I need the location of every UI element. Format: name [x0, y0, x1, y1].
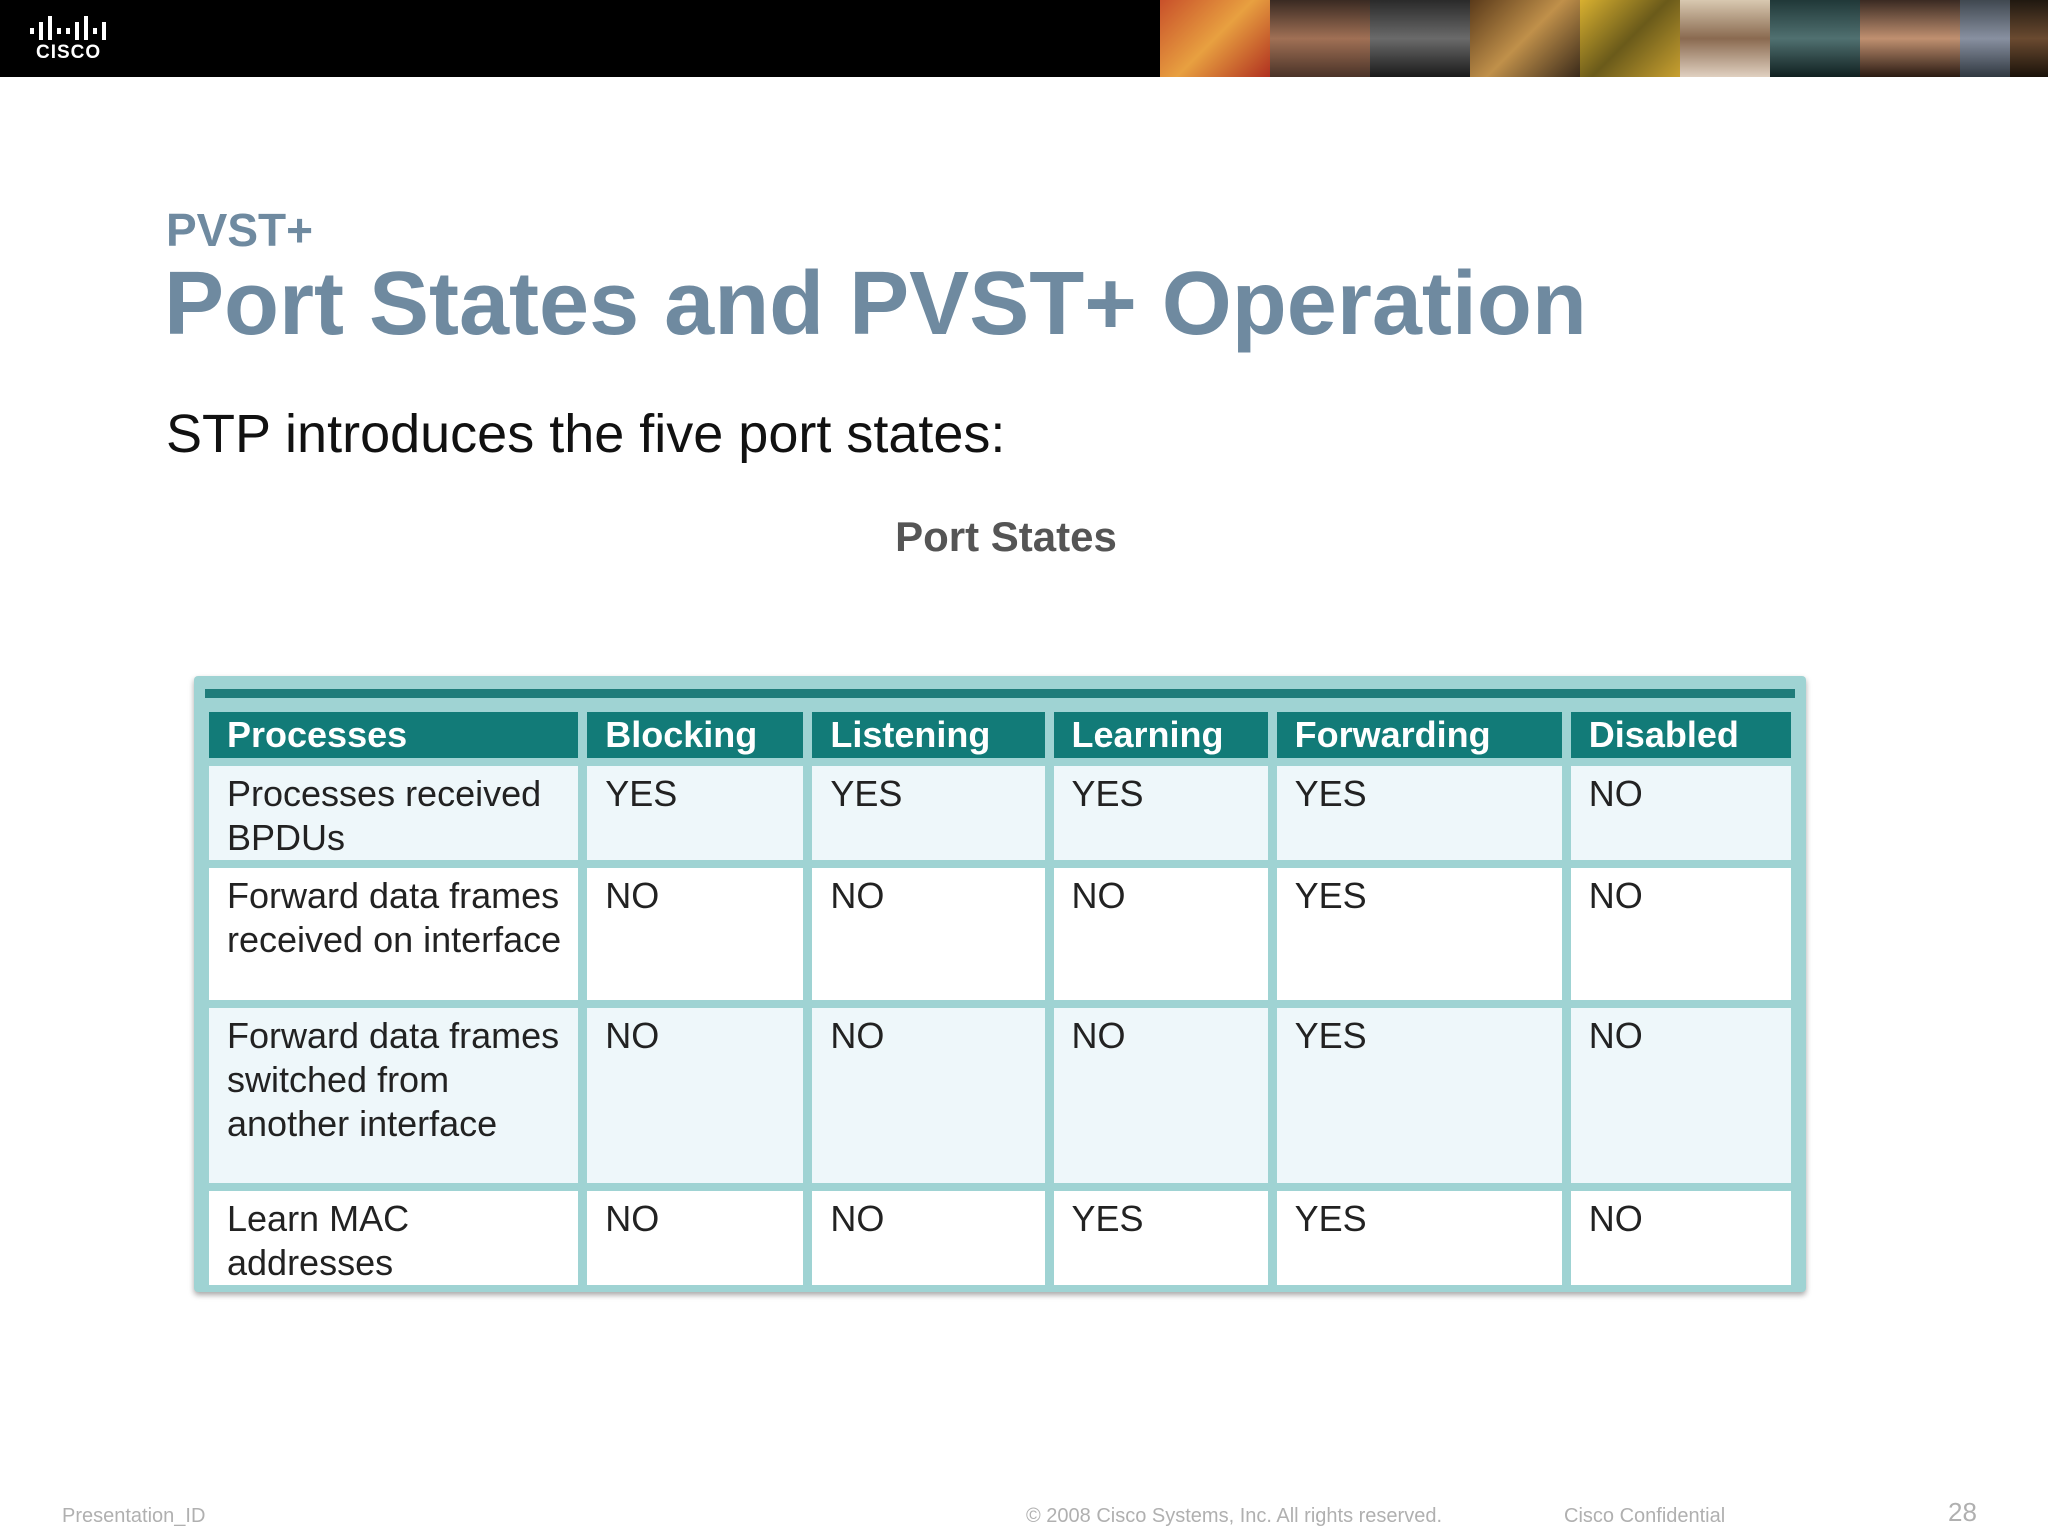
cell-listening: YES [812, 766, 1044, 860]
photo-collage [1160, 0, 2048, 77]
header-blocking: Blocking [587, 712, 803, 758]
header-processes: Processes [209, 712, 578, 758]
cisco-logo [28, 12, 118, 64]
cell-learning: NO [1054, 868, 1268, 1000]
table-row [209, 1191, 1791, 1285]
row-process-label: Learn MAC addresses [209, 1191, 578, 1285]
port-states-table [200, 704, 1800, 1293]
row-process-label: Forward data frames received on interface [209, 868, 578, 1000]
footer-copyright: © 2008 Cisco Systems, Inc. All rights reserved. [1026, 1505, 1443, 1527]
header-bar [0, 0, 2048, 77]
header-learning: Learning [1054, 712, 1268, 758]
port-states-table-frame [194, 676, 1806, 1292]
cell-forwarding: YES [1277, 868, 1562, 1000]
header-disabled: Disabled [1571, 712, 1791, 758]
footer-confidential: Cisco Confidential [1564, 1505, 1726, 1527]
cell-forwarding: YES [1277, 766, 1562, 860]
cell-blocking: NO [587, 1008, 803, 1183]
table-row [209, 766, 1791, 860]
table-header-row [209, 712, 1791, 758]
cell-learning: YES [1054, 1191, 1268, 1285]
cell-learning: NO [1054, 1008, 1268, 1183]
cell-listening: NO [812, 1008, 1044, 1183]
page-number: 28 [1948, 1497, 1977, 1527]
slide-title: Port States and PVST+ Operation [164, 254, 1587, 354]
cell-blocking: NO [587, 1191, 803, 1285]
table-row [209, 868, 1791, 1000]
cell-listening: NO [812, 1191, 1044, 1285]
row-process-label: Forward data frames switched from another interface [209, 1008, 578, 1183]
table-top-rule [205, 689, 1795, 698]
cell-forwarding: YES [1277, 1191, 1562, 1285]
table-caption: Port States [895, 513, 1117, 560]
cisco-logo-text: CISCO [36, 42, 102, 63]
cell-forwarding: YES [1277, 1008, 1562, 1183]
cell-blocking: NO [587, 868, 803, 1000]
header-forwarding: Forwarding [1277, 712, 1562, 758]
cell-listening: NO [812, 868, 1044, 1000]
slide-subtitle: PVST+ [166, 204, 314, 256]
cisco-bars-icon [30, 16, 114, 40]
row-process-label: Processes received BPDUs [209, 766, 578, 860]
cell-disabled: NO [1571, 766, 1791, 860]
footer-presentation-id: Presentation_ID [62, 1505, 206, 1527]
cell-disabled: NO [1571, 1008, 1791, 1183]
slide-body-text: STP introduces the five port states: [166, 404, 1006, 464]
table-row [209, 1008, 1791, 1183]
cell-blocking: YES [587, 766, 803, 860]
cell-disabled: NO [1571, 1191, 1791, 1285]
header-listening: Listening [812, 712, 1044, 758]
cell-learning: YES [1054, 766, 1268, 860]
cell-disabled: NO [1571, 868, 1791, 1000]
